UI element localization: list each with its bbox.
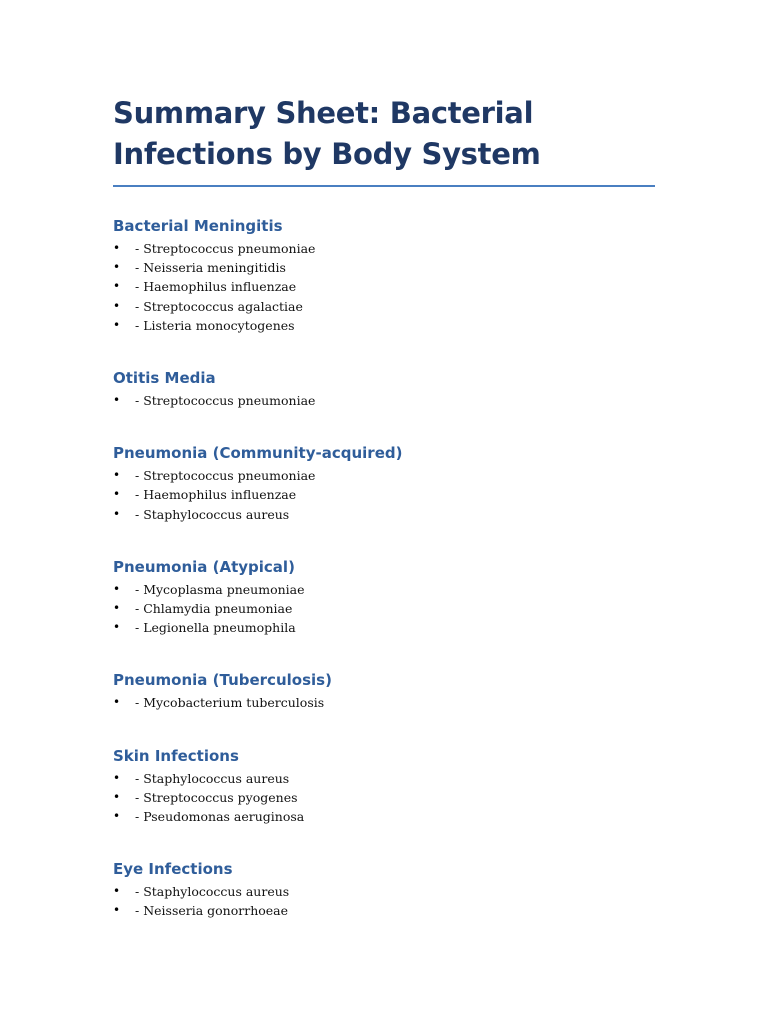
organism-name: - Streptococcus pneumoniae <box>135 241 316 256</box>
organism-name: - Neisseria meningitidis <box>135 260 286 276</box>
organism-name: - Streptococcus pyogenes <box>135 789 298 805</box>
organism-name: - Legionella pneumophila <box>135 620 296 636</box>
list-item <box>113 391 655 410</box>
organism-name: - Streptococcus pneumoniae <box>135 393 316 409</box>
organism-name: - Haemophilus influenzae <box>135 487 297 503</box>
section-heading: Pneumonia (Community-acquired) <box>113 444 403 463</box>
bullet-icon: • <box>113 317 121 332</box>
bullet-icon: • <box>113 241 121 255</box>
organism-name: - Staphylococcus aureus <box>135 506 290 522</box>
organism-name: - Haemophilus influenzae <box>135 279 297 295</box>
section-heading: Eye Infections <box>113 860 233 879</box>
bullet-icon: • <box>113 884 121 899</box>
organism-name: - Streptococcus agalactiae <box>135 298 303 314</box>
list-item <box>113 599 655 618</box>
organism-name: - Mycobacterium tuberculosis <box>135 695 325 711</box>
section <box>113 859 655 920</box>
organism-name: - Staphylococcus aureus <box>135 884 290 900</box>
section <box>113 443 655 524</box>
bullet-icon: • <box>113 468 121 483</box>
organism-name: - Staphylococcus aureus <box>135 770 290 786</box>
bullet-icon: • <box>113 601 121 616</box>
bullet-icon: • <box>113 903 121 918</box>
organism-name: - Pseudomonas aeruginosa <box>135 809 305 825</box>
bullet-icon: • <box>113 279 121 294</box>
organism-list <box>113 580 655 638</box>
section <box>113 557 655 638</box>
list-item <box>113 788 655 807</box>
organism-list <box>113 882 655 920</box>
section <box>113 670 655 712</box>
organism-name: - Listeria monocytogenes <box>135 317 295 333</box>
list-item <box>113 485 655 504</box>
list-item <box>113 901 655 920</box>
sections-container <box>113 216 655 921</box>
section-heading: Otitis Media <box>113 369 216 388</box>
section <box>113 216 655 335</box>
list-item <box>113 239 655 258</box>
organism-name: - Streptococcus pneumoniae <box>135 468 316 484</box>
bullet-icon: • <box>113 393 121 408</box>
section-heading: Pneumonia (Tuberculosis) <box>113 671 332 690</box>
section-heading: Bacterial Meningitis <box>113 217 283 235</box>
section-heading: Skin Infections <box>113 746 239 765</box>
title-underline-rule <box>113 185 655 187</box>
document-title: Summary Sheet: Bacterial Infections by Body System <box>113 96 541 171</box>
section <box>113 368 655 410</box>
organism-name: - Mycoplasma pneumoniae <box>135 581 305 597</box>
list-item <box>113 466 655 485</box>
list-item <box>113 505 655 524</box>
list-item <box>113 297 655 316</box>
list-item <box>113 693 655 712</box>
organism-list <box>113 391 655 410</box>
organism-name: - Chlamydia pneumoniae <box>135 601 293 617</box>
list-item <box>113 807 655 826</box>
organism-name: - Neisseria gonorrhoeae <box>135 903 289 919</box>
bullet-icon: • <box>113 487 121 502</box>
list-item <box>113 316 655 335</box>
list-item <box>113 769 655 788</box>
bullet-icon: • <box>113 789 121 804</box>
organism-list <box>113 239 655 335</box>
bullet-icon: • <box>113 770 121 785</box>
bullet-icon: • <box>113 298 121 313</box>
document-page <box>113 93 655 921</box>
bullet-icon: • <box>113 581 121 596</box>
bullet-icon: • <box>113 620 121 635</box>
organism-list <box>113 466 655 524</box>
bullet-icon: • <box>113 695 121 710</box>
bullet-icon: • <box>113 260 121 275</box>
list-item <box>113 258 655 277</box>
section-heading: Pneumonia (Atypical) <box>113 557 295 576</box>
bullet-icon: • <box>113 506 121 521</box>
organism-list <box>113 769 655 827</box>
list-item <box>113 277 655 296</box>
section <box>113 746 655 827</box>
list-item <box>113 882 655 901</box>
list-item <box>113 580 655 599</box>
bullet-icon: • <box>113 809 121 824</box>
list-item <box>113 618 655 637</box>
organism-list <box>113 693 655 712</box>
